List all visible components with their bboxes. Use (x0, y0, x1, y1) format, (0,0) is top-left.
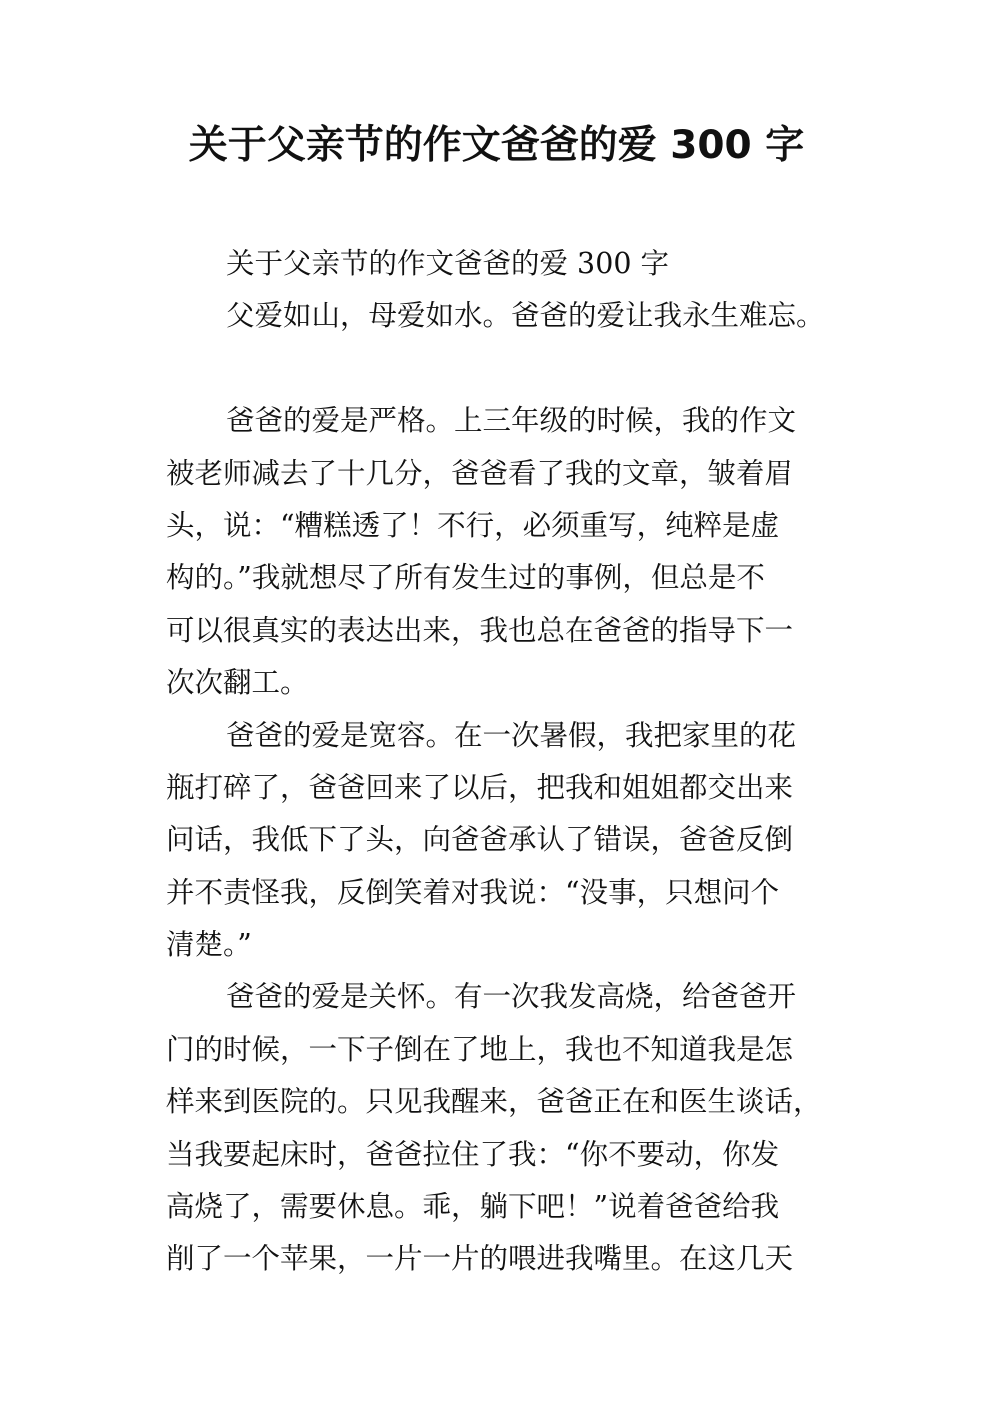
text-line: 并不责怪我，反倒笑着对我说：“没事，只想问个 (166, 875, 780, 909)
text-line: 问话，我低下了头，向爸爸承认了错误，爸爸反倒 (166, 823, 794, 857)
text-line: 当我要起床时，爸爸拉住了我：“你不要动，你发 (166, 1137, 780, 1171)
text-line: 父爱如山，母爱如水。爸爸的爱让我永生难忘。 (226, 299, 825, 333)
text-line: 削了一个苹果，一片一片的喂进我嘴里。在这几天 (166, 1242, 794, 1276)
text-line: 清楚。” (166, 928, 252, 962)
text-line: 爸爸的爱是严格。上三年级的时候，我的作文 (226, 404, 797, 438)
text-line: 可以很真实的表达出来，我也总在爸爸的指导下一 (166, 613, 794, 647)
text-line: 高烧了，需要休息。乖，躺下吧！”说着爸爸给我 (166, 1190, 780, 1224)
text-line: 爸爸的爱是宽容。在一次暑假，我把家里的花 (226, 718, 797, 752)
text-line: 爸爸的爱是关怀。有一次我发高烧，给爸爸开 (226, 980, 797, 1014)
text-line: 被老师减去了十几分，爸爸看了我的文章，皱着眉 (166, 456, 794, 490)
text-line: 门的时候，一下子倒在了地上，我也不知道我是怎 (166, 1032, 794, 1066)
blank-line (166, 343, 846, 395)
text-line: 关于父亲节的作文爸爸的爱 300 字 (226, 247, 670, 280)
document-body (166, 238, 846, 1286)
text-line: 头，说：“糟糕透了！不行，必须重写，纯粹是虚 (166, 508, 780, 542)
text-line: 样来到医院的。只见我醒来，爸爸正在和医生谈话， (166, 1085, 822, 1119)
text-line: 瓶打碎了，爸爸回来了以后，把我和姐姐都交出来 (166, 770, 794, 804)
text-line: 次次翻工。 (166, 666, 309, 700)
document-title: 关于父亲节的作文爸爸的爱 300 字 (188, 123, 805, 168)
text-line: 构的。”我就想尽了所有发生过的事例，但总是不 (166, 561, 765, 595)
